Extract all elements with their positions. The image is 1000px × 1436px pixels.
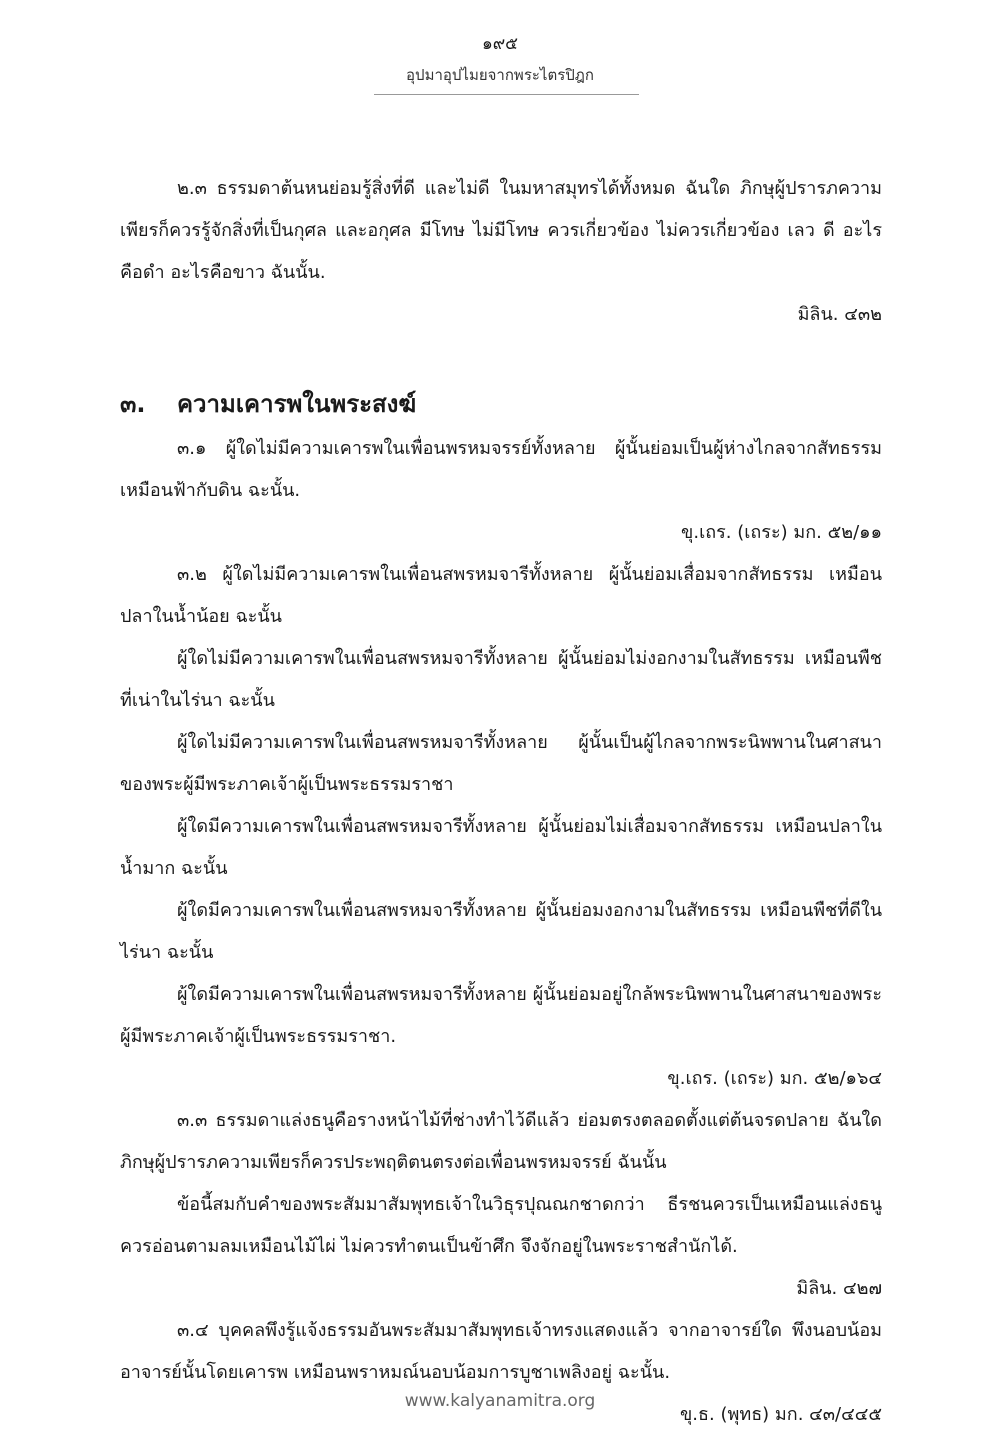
paragraph-3-2-a: ๓.๒ ผู้ใดไม่มีความเคารพในเพื่อนสพรหมจารีทั้งหลาย ผู้นั้นย่อมเสื่อมจากสัทธรรม เหมือนปลาในน้ำน้อย ฉะนั้น [120, 564, 882, 627]
paragraph-3-3-b: ข้อนี้สมกับคำของพระสัมมาสัมพุทธเจ้าในวิธุรปุณณกชาดกว่า ธีรชนควรเป็นเหมือนแล่งธนู ควรอ่อนตามลมเหมือนไม้ไผ่ ไม่ควรทำตนเป็นข้าศึก จึงจักอยู่ในพระราชสำนักได้. [120, 1194, 882, 1257]
paragraph-3-2-f: ผู้ใดมีความเคารพในเพื่อนสพรหมจารีทั้งหลาย ผู้นั้นย่อมอยู่ใกล้พระนิพพานในศาสนาของพระผู้มีพระภาคเจ้าผู้เป็นพระธรรมราชา. [120, 984, 882, 1047]
footer-url: www.kalyanamitra.org [404, 1391, 596, 1411]
paragraph-3-2-e: ผู้ใดมีความเคารพในเพื่อนสพรหมจารีทั้งหลาย ผู้นั้นย่อมงอกงามในสัทธรรม เหมือนพืชที่ดีในไร่นา ฉะนั้น [120, 900, 882, 963]
section-heading [120, 380, 882, 428]
paragraph-2-3: ๒.๓ ธรรมดาต้นหนย่อมรู้สิ่งที่ดี และไม่ดี ในมหาสมุทรได้ทั้งหมด ฉันใด ภิกษุผู้ปรารภความเพียรก็ควรรู้จักสิ่งที่เป็นกุศล และอกุศล มีโทษ ไม่มีโทษ ควรเกี่ยวข้อง ไม่ควรเกี่ยวข้อง เลว ดี อะไรคือดำ อะไรคือขาว ฉันนั้น. [120, 178, 882, 283]
section-number: ๓. [120, 390, 146, 418]
paragraph-3-2-d: ผู้ใดมีความเคารพในเพื่อนสพรหมจารีทั้งหลาย ผู้นั้นย่อมไม่เสื่อมจากสัทธรรม เหมือนปลาในน้ำมาก ฉะนั้น [120, 816, 882, 879]
page-number: ๑๙๕ [481, 34, 519, 54]
running-title: อุปมาอุปไมยจากพระไตรปิฎก [406, 66, 594, 84]
section-gap [120, 336, 882, 380]
header-divider [374, 94, 639, 95]
citation-3-4: ขุ.ธ. (พุทธ) มก. ๔๓/๔๔๕ [679, 1404, 882, 1425]
section-title: ความเคารพในพระสงฆ์ [177, 390, 417, 418]
paragraph-3-1: ๓.๑ ผู้ใดไม่มีความเคารพในเพื่อนพรหมจรรย์ทั้งหลาย ผู้นั้นย่อมเป็นผู้ห่างไกลจากสัทธรรม เหมือนฟ้ากับดิน ฉะนั้น. [120, 438, 882, 501]
page-body [120, 168, 882, 1436]
citation-3-1: ขุ.เถร. (เถระ) มก. ๕๒/๑๑ [681, 522, 882, 543]
paragraph-3-3-a: ๓.๓ ธรรมดาแล่งธนูคือรางหน้าไม้ที่ช่างทำไว้ดีแล้ว ย่อมตรงตลอดตั้งแต่ต้นจรดปลาย ฉันใด ภิกษุผู้ปรารภความเพียรก็ควรประพฤติตนตรงต่อเพื่อนพรหมจรรย์ ฉันนั้น [120, 1110, 882, 1173]
citation-3-2: ขุ.เถร. (เถระ) มก. ๕๒/๑๖๔ [667, 1068, 882, 1089]
citation-3-3: มิลิน. ๔๒๗ [796, 1278, 882, 1299]
paragraph-3-2-b: ผู้ใดไม่มีความเคารพในเพื่อนสพรหมจารีทั้งหลาย ผู้นั้นย่อมไม่งอกงามในสัทธรรม เหมือนพืชที่เน่าในไร่นา ฉะนั้น [120, 648, 882, 711]
paragraph-3-2-c: ผู้ใดไม่มีความเคารพในเพื่อนสพรหมจารีทั้งหลาย ผู้นั้นเป็นผู้ไกลจากพระนิพพานในศาสนาของพระผู้มีพระภาคเจ้าผู้เป็นพระธรรมราชา [120, 732, 882, 795]
citation-2-3: มิลิน. ๔๓๒ [797, 304, 882, 325]
paragraph-3-4: ๓.๔ บุคคลพึงรู้แจ้งธรรมอันพระสัมมาสัมพุทธเจ้าทรงแสดงแล้ว จากอาจารย์ใด พึงนอบน้อมอาจารย์นั้นโดยเคารพ เหมือนพราหมณ์นอบน้อมการบูชาเพลิงอยู่ ฉะนั้น. [120, 1320, 882, 1383]
